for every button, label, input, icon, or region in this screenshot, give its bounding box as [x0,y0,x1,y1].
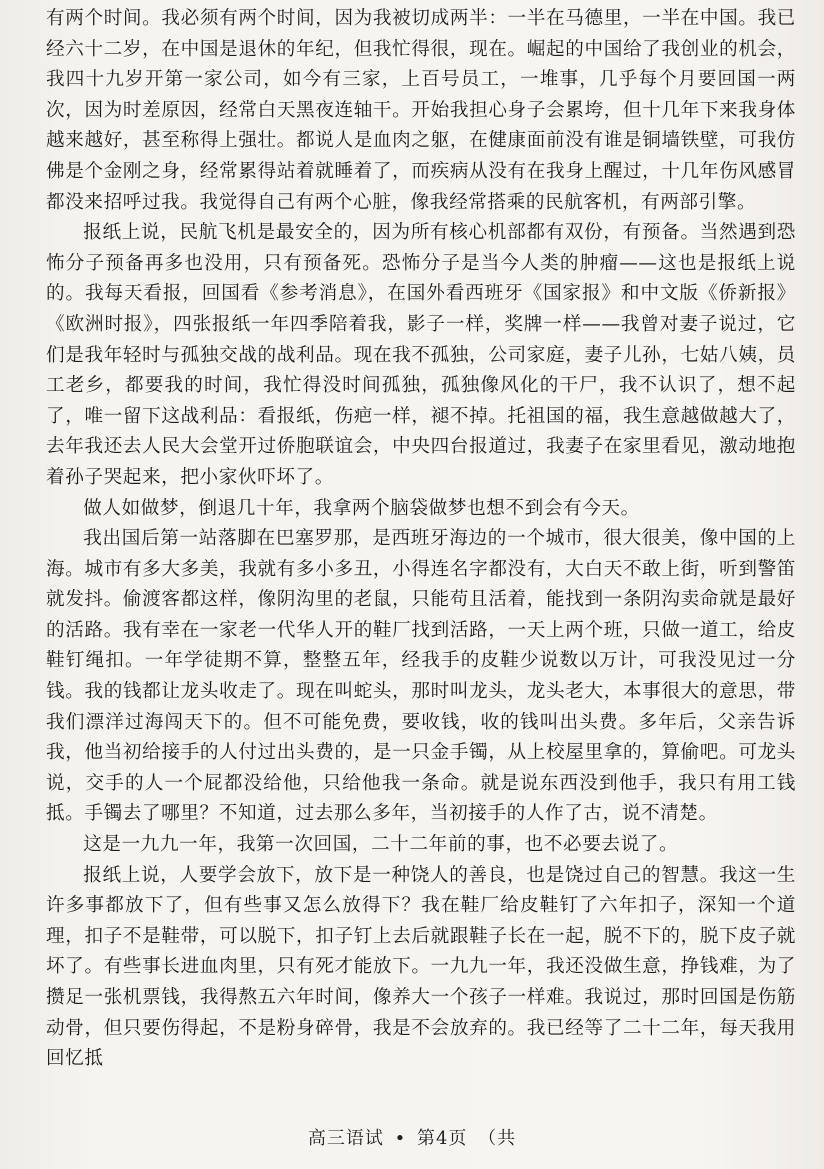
paragraph-6: 报纸上说，人要学会放下，放下是一种饶人的善良，也是饶过自己的智慧。我这一生许多事都放下了，但有些事又怎么放得下？我在鞋厂给皮鞋钉了六年扣子，深知一个道理，扣子不是鞋带，可以脱下，扣子钉上去后就跟鞋子长在一起，脱不下的，脱下皮子就坏了。有些事长进血肉里，只有死才能放下。一九九一年，我还没做生意，挣钱难，为了攒足一张机票钱，我得熬五六年时间，像养大一个孩子一样难。我说过，那时回国是伤筋动骨，但只要伤得起，不是粉身碎骨，我是不会放弃的。我已经等了二十二年，每天我用回忆抵 [46,864,796,1070]
paragraph-5: 这是一九九一年，我第一次回国，二十二年前的事，也不必要去说了。 [83,834,679,856]
page-footer [0,1124,824,1150]
footer-page-total: （共 [478,1128,517,1149]
document-body [46,4,796,1075]
footer-subject: 高三语试 [307,1128,384,1149]
paragraph-2: 报纸上说，民航飞机是最安全的，因为所有核心机部都有双份，有预备。当然遇到恐怖分子预备再多也没用，只有预备死。恐怖分子是当今人类的肿瘤——这也是报纸上说的。我每天看报，回国看《参考消息》，在国外看西班牙《国家报》和中文版《侨新报》《欧洲时报》，四张报纸一年四季陪着我，影子一样，奖牌一样——我曾对妻子说过，它们是我年轻时与孤独交战的战利品。现在我不孤独，公司家庭，妻子儿孙，七姑八姨，员工老乡，都要我的时间，我忙得没时间孤独，孤独像风化的干尸，我不认识了，想不起了，唯一留下这战利品：看报纸，伤疤一样，褪不掉。托祖国的福，我生意越做越大了，去年我还去人民大会堂开过侨胞联谊会，中央四台报道过，我妻子在家里看见，激动地抱着孙子哭起来，把小家伙吓坏了。 [46,222,796,488]
paragraph-1: 有两个时间。我必须有两个时间，因为我被切成两半：一半在马德里，一半在中国。我已经六十二岁，在中国是退休的年纪，但我忙得很，现在。崛起的中国给了我创业的机会，我四十九岁开第一家公司，如今有三家，上百号员工，一堆事，几乎每个月要回国一两次，因为时差原因，经常白天黑夜连轴干。开始我担心身子会累垮，但十几年下来我身体越来越好，甚至称得上强壮。都说人是血肉之躯，在健康面前没有谁是铜墙铁壁，可我仿佛是个金刚之身，经常累得站着就睡着了，而疾病从没有在我身上醒过，十几年伤风感冒都没来招呼过我。我觉得自己有两个心脏，像我经常搭乘的民航客机，有两部引擎。 [46,8,796,213]
paragraph-3: 做人如做梦，倒退几十年，我拿两个脑袋做梦也想不到会有今天。 [83,497,640,519]
footer-separator: • [394,1128,407,1149]
footer-page-number: 第4页 [416,1128,468,1149]
paragraph-4: 我出国后第一站落脚在巴塞罗那，是西班牙海边的一个城市，很大很美，像中国的上海。城市有多大多美，我就有多小多丑，小得连名字都没有，大白天不敢上街，听到警笛就发抖。偷渡客都这样，像阴沟里的老鼠，只能苟且活着，能找到一条阴沟卖命就是最好的活路。我有幸在一家老一代华人开的鞋厂找到活路，一天上两个班，只做一道工，给皮鞋钉绳扣。一年学徒期不算，整整五年，经我手的皮鞋少说数以万计，可我没见过一分钱。我的钱都让龙头收走了。现在叫蛇头，那时叫龙头，龙头老大，本事很大的意思，带我们漂洋过海闯天下的。但不可能免费，要收钱，收的钱叫出头费。多年后，父亲告诉我，他当初给接手的人付过出头费的，是一只金手镯，从上校屋里拿的，算偷吧。可龙头说，交手的人一个屁都没给他，只给他我一条命。就是说东西没到他手，我只有用工钱抵。手镯去了哪里？不知道，过去那么多年，当初接手的人作了古，说不清楚。 [46,528,796,825]
